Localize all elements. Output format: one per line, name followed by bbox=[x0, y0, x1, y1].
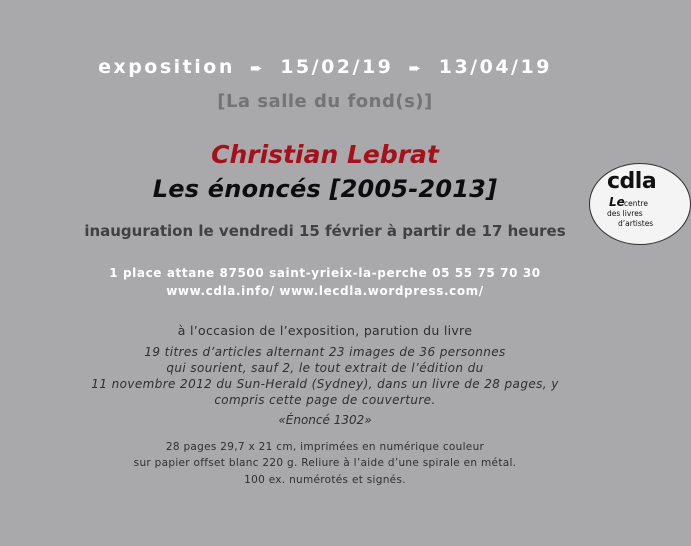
work-title: Les énoncés [2005-2013] bbox=[152, 175, 498, 203]
artist-name: Christian Lebrat bbox=[211, 140, 439, 169]
opening-info: inauguration le vendredi 15 février à partir de 17 heures bbox=[84, 222, 566, 240]
book-spec-line: 28 pages 29,7 x 21 cm, imprimées en numérique couleur bbox=[165, 441, 485, 453]
quote-line: 19 titres d’articles alternant 23 images de 36 personnes bbox=[144, 345, 506, 359]
exhibition-dates bbox=[0, 56, 650, 78]
logo-text: Le bbox=[609, 195, 625, 209]
exhibition-label: exposition bbox=[98, 56, 235, 78]
book-spec-line: 100 ex. numérotés et signés. bbox=[244, 474, 406, 486]
start-date: 15/02/19 bbox=[280, 56, 394, 78]
website-links[interactable]: www.cdla.info/ www.lecdla.wordpress.com/ bbox=[166, 284, 484, 298]
venue-name: [La salle du fond(s)] bbox=[217, 91, 433, 112]
end-date: 13/04/19 bbox=[438, 56, 552, 78]
publication-intro: à l’occasion de l’exposition, parution du livre bbox=[177, 323, 473, 338]
quote-title: «Énoncé 1302» bbox=[278, 413, 372, 427]
postal-address: 1 place attane 87500 saint-yrieix-la-perche 05 55 75 70 30 bbox=[109, 266, 541, 280]
quote-line: 11 novembre 2012 du Sun-Herald (Sydney), dans un livre de 28 pages, y bbox=[91, 377, 559, 391]
quote-line: compris cette page de couverture. bbox=[214, 393, 436, 407]
arrow-right-icon: ➨ bbox=[249, 59, 266, 77]
arrow-right-icon: ➨ bbox=[408, 59, 424, 77]
book-spec-line: sur papier offset blanc 220 g. Reliure à l’aide d’une spirale en métal. bbox=[133, 457, 517, 469]
quote-line: qui sourient, sauf 2, le tout extrait de l’édition du bbox=[166, 361, 484, 375]
logo-text: d’artistes bbox=[618, 219, 654, 228]
cdla-logo bbox=[589, 163, 691, 245]
logo-text: cdla bbox=[607, 169, 657, 194]
logo-text: centre bbox=[624, 199, 648, 208]
logo-text: des livres bbox=[607, 209, 643, 218]
